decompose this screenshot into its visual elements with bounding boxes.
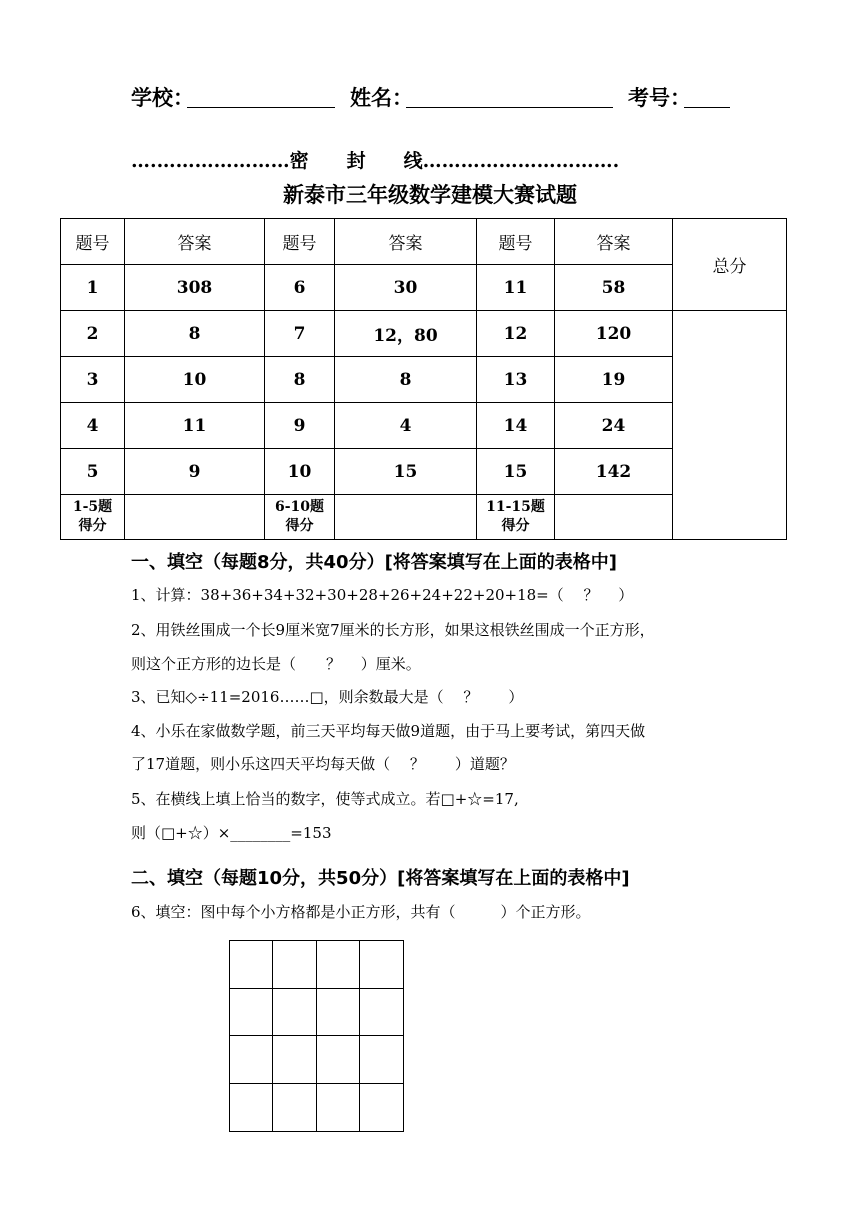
exam-no-blank: [684, 107, 730, 108]
question-number: 10: [265, 449, 335, 495]
answer-cell: 10: [125, 357, 265, 403]
question-number: 8: [265, 357, 335, 403]
name-blank: [406, 107, 613, 108]
answer-cell: 8: [125, 311, 265, 357]
school-blank: [187, 107, 335, 108]
exam-no-label: 考号：: [628, 86, 691, 110]
question-6: 6、填空：图中每个小方格都是小正方形，共有（ ）个正方形。: [131, 903, 591, 921]
question-4-line-1: 4、小乐在家做数学题，前三天平均每天做9道题，由于马上要考试，第四天做: [131, 722, 646, 740]
answer-cell: 15: [335, 449, 477, 495]
answer-cell: 8: [335, 357, 477, 403]
answer-cell: 308: [125, 265, 265, 311]
question-number: 13: [477, 357, 555, 403]
total-score-cell: [673, 311, 787, 540]
seal-line: ….…………………密 封 线………………………….: [131, 150, 620, 172]
question-number: 1: [61, 265, 125, 311]
question-number: 4: [61, 403, 125, 449]
score-label-6-10: 6-10题 得分: [265, 495, 335, 540]
question-4-line-2: 了17道题，则小乐这四天平均每天做（ ？ ）道题？: [131, 755, 515, 773]
school-label: 学校：: [131, 86, 194, 110]
answer-cell: 142: [555, 449, 673, 495]
section-1-heading: 一、填空（每题8分，共40分）[将答案填写在上面的表格中]: [131, 552, 618, 573]
score-cell: [555, 495, 673, 540]
score-cell: [335, 495, 477, 540]
header-question: 题号: [61, 219, 125, 265]
header-question: 题号: [477, 219, 555, 265]
question-3: 3、已知◇÷11=2016……□，则余数最大是（ ？ ）: [131, 688, 524, 706]
question-number: 6: [265, 265, 335, 311]
question-number: 9: [265, 403, 335, 449]
score-label-1-5: 1-5题 得分: [61, 495, 125, 540]
header-total: 总分: [673, 219, 787, 311]
answer-cell: 58: [555, 265, 673, 311]
answer-table: [60, 218, 787, 540]
question-number: 14: [477, 403, 555, 449]
score-label-11-15: 11-15题 得分: [477, 495, 555, 540]
page-title: 新泰市三年级数学建模大赛试题: [283, 183, 577, 207]
table-header-row: [61, 219, 787, 265]
header-answer: 答案: [555, 219, 673, 265]
question-2-line-1: 2、用铁丝围成一个长9厘米宽7厘米的长方形，如果这根铁丝围成一个正方形，: [131, 621, 655, 639]
section-2-heading: 二、填空（每题10分，共50分）[将答案填写在上面的表格中]: [131, 868, 630, 889]
question-5-line-1: 5、在横线上填上恰当的数字，使等式成立。若□+☆=17,: [131, 790, 519, 808]
square-grid-figure: [229, 940, 404, 1132]
question-1: 1、计算：38+36+34+32+30+28+26+24+22+20+18=（ ？ ）: [131, 586, 634, 604]
question-number: 7: [265, 311, 335, 357]
score-cell: [125, 495, 265, 540]
name-label: 姓名：: [350, 86, 413, 110]
question-number: 11: [477, 265, 555, 311]
header-question: 题号: [265, 219, 335, 265]
question-number: 5: [61, 449, 125, 495]
header-answer: 答案: [125, 219, 265, 265]
answer-cell: 9: [125, 449, 265, 495]
answer-cell: 12，80: [335, 311, 477, 357]
answer-cell: 30: [335, 265, 477, 311]
table-row: [61, 311, 787, 357]
question-number: 12: [477, 311, 555, 357]
answer-cell: 11: [125, 403, 265, 449]
question-number: 3: [61, 357, 125, 403]
question-2-line-2: 则这个正方形的边长是（ ？ ）厘米。: [131, 655, 421, 673]
question-number: 2: [61, 311, 125, 357]
answer-cell: 24: [555, 403, 673, 449]
answer-cell: 19: [555, 357, 673, 403]
question-number: 15: [477, 449, 555, 495]
header-answer: 答案: [335, 219, 477, 265]
question-5-line-2: 则（□+☆）×________=153: [131, 824, 332, 842]
answer-cell: 4: [335, 403, 477, 449]
answer-cell: 120: [555, 311, 673, 357]
